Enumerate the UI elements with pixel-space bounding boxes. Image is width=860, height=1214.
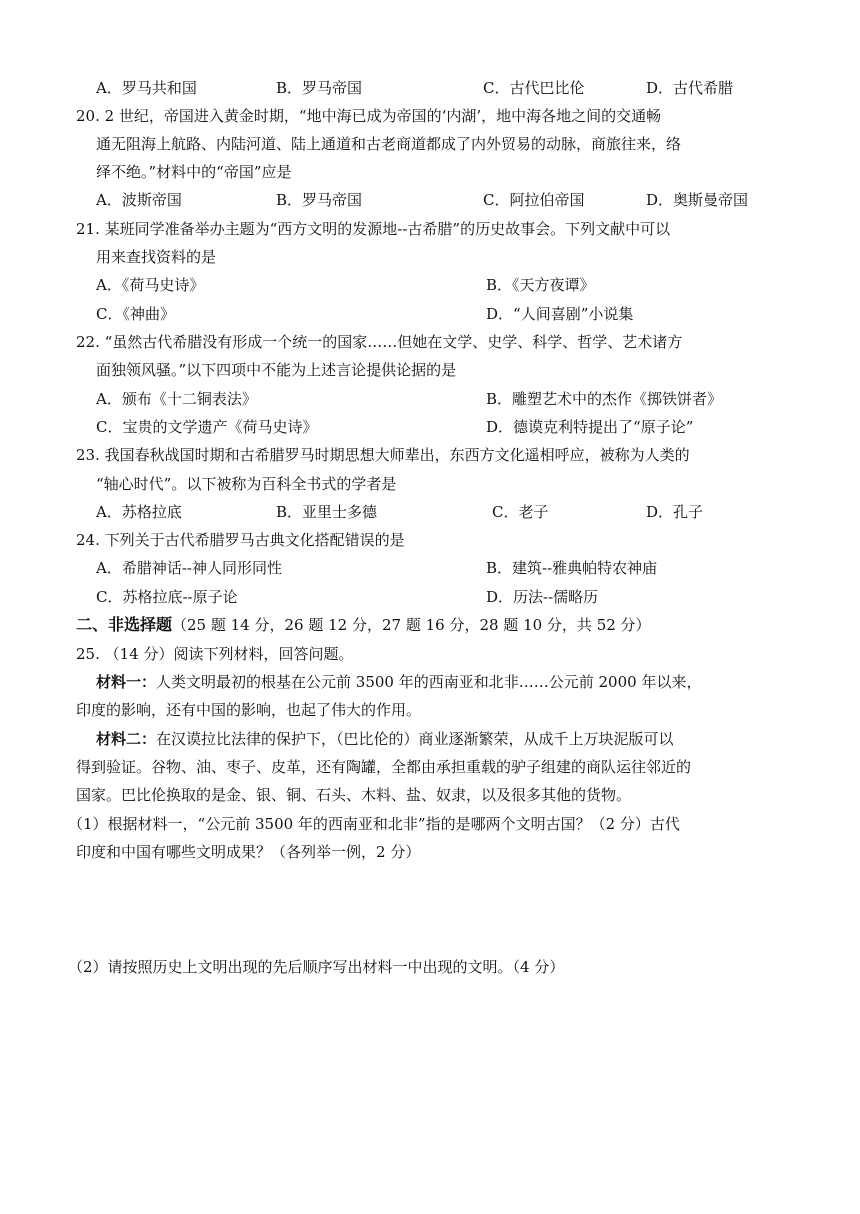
q25-material-1-line-2: 印度的影响，还有中国的影响，也起了伟大的作用。: [76, 701, 422, 719]
q24-option-a: A．希腊神话--神人同形同性: [96, 559, 282, 577]
q20-stem-line-2: 通无阻海上航路、内陆河道、陆上通道和古老商道都成了内外贸易的动脉，商旅往来，络: [96, 135, 682, 153]
q23-stem-line-2: “轴心时代”。以下被称为百科全书式的学者是: [96, 475, 397, 493]
q23-stem-line-1: 23. 我国春秋战国时期和古希腊罗马时期思想大师辈出，东西方文化遥相呼应，被称为人类的: [76, 446, 690, 464]
q21-option-b: B．《天方夜谭》: [486, 276, 595, 294]
q22-option-b: B．雕塑艺术中的杰作《掷铁饼者》: [486, 390, 723, 408]
q25-sub2: （2）请按照历史上文明出现的先后顺序写出材料一中出现的文明。（4 分）: [68, 958, 565, 976]
q25-material-2-line-1: [96, 729, 674, 749]
q25-material-1-line-1: [96, 672, 701, 692]
material-1-text-1: 人类文明最初的根基在公元前 3500 年的西南亚和北非……公元前 2000 年以来，: [156, 673, 702, 691]
q25-sub1-line-1: （1）根据材料一，“公元前 3500 年的西南亚和北非”指的是哪两个文明古国？（2 分）古代: [68, 815, 680, 833]
material-2-text-1: 在汉谟拉比法律的保护下，（巴比伦的）商业逐渐繁荣，从成千上万块泥版可以: [156, 730, 674, 748]
q25-material-2-line-2: 得到验证。谷物、油、枣子、皮革，还有陶罐，全都由承担重载的驴子组建的商队运往邻近的: [76, 758, 692, 776]
q23-option-d: D．孔子: [646, 503, 704, 521]
q22-stem-line-2: 面独领风骚。”以下四项中不能为上述言论提供论据的是: [96, 361, 457, 379]
q24-option-c: C．苏格拉底--原子论: [96, 588, 238, 606]
q20-option-d: D．奥斯曼帝国: [646, 191, 749, 209]
q23-option-b: B．亚里士多德: [276, 503, 378, 521]
q24-option-b: B．建筑--雅典帕特农神庙: [486, 559, 658, 577]
q19-option-b: B．罗马帝国: [276, 79, 363, 97]
q22-option-d: D．德谟克利特提出了“原子论”: [486, 418, 694, 436]
q19-option-a: A．罗马共和国: [96, 79, 197, 97]
q22-option-c: C．宝贵的文学遗产《荷马史诗》: [96, 418, 318, 436]
q22-option-a: A．颁布《十二铜表法》: [96, 390, 257, 408]
q21-option-d: D．“人间喜剧”小说集: [486, 305, 634, 323]
q21-option-c: C．《神曲》: [96, 305, 175, 323]
material-2-label: 材料二：: [96, 730, 157, 748]
q20-stem-line-1: 20. 2 世纪，帝国进入黄金时期，“地中海已成为帝国的‘内湖’，地中海各地之间的交通畅: [76, 107, 662, 125]
section-2-title: 二、非选择题: [76, 615, 173, 634]
q19-option-c: C．古代巴比伦: [483, 79, 585, 97]
q21-option-a: A．《荷马史诗》: [96, 276, 205, 294]
q20-stem-line-3: 绎不绝。”材料中的“帝国”应是: [96, 163, 292, 181]
q25-intro: 25. （14 分）阅读下列材料，回答问题。: [76, 645, 354, 663]
q21-stem-line-1: 21. 某班同学准备举办主题为“西方文明的发源地--古希腊”的历史故事会。下列文献中可以: [76, 220, 671, 238]
q20-option-c: C．阿拉伯帝国: [483, 191, 585, 209]
q22-stem-line-1: 22. “虽然古代希腊没有形成一个统一的国家……但她在文学、史学、科学、哲学、艺术诸方: [76, 333, 683, 351]
q21-stem-line-2: 用来查找资料的是: [96, 248, 217, 266]
q20-option-b: B．罗马帝国: [276, 191, 363, 209]
q24-stem-line-1: 24. 下列关于古代希腊罗马古典文化搭配错误的是: [76, 531, 405, 549]
q25-sub1-line-2: 印度和中国有哪些文明成果？（各列举一例，2 分）: [76, 843, 421, 861]
q23-option-a: A．苏格拉底: [96, 503, 182, 521]
section-2-heading: [76, 615, 651, 635]
material-1-label: 材料一：: [96, 673, 157, 691]
q19-option-d: D．古代希腊: [646, 79, 734, 97]
q23-option-c: C．老子: [492, 503, 549, 521]
q24-option-d: D．历法--儒略历: [486, 588, 599, 606]
q20-option-a: A．波斯帝国: [96, 191, 182, 209]
q25-material-2-line-3: 国家。巴比伦换取的是金、银、铜、石头、木料、盐、奴隶，以及很多其他的货物。: [76, 786, 632, 804]
section-2-points: （25 题 14 分，26 题 12 分，27 题 16 分，28 题 10 分，共 52 分）: [172, 616, 651, 634]
